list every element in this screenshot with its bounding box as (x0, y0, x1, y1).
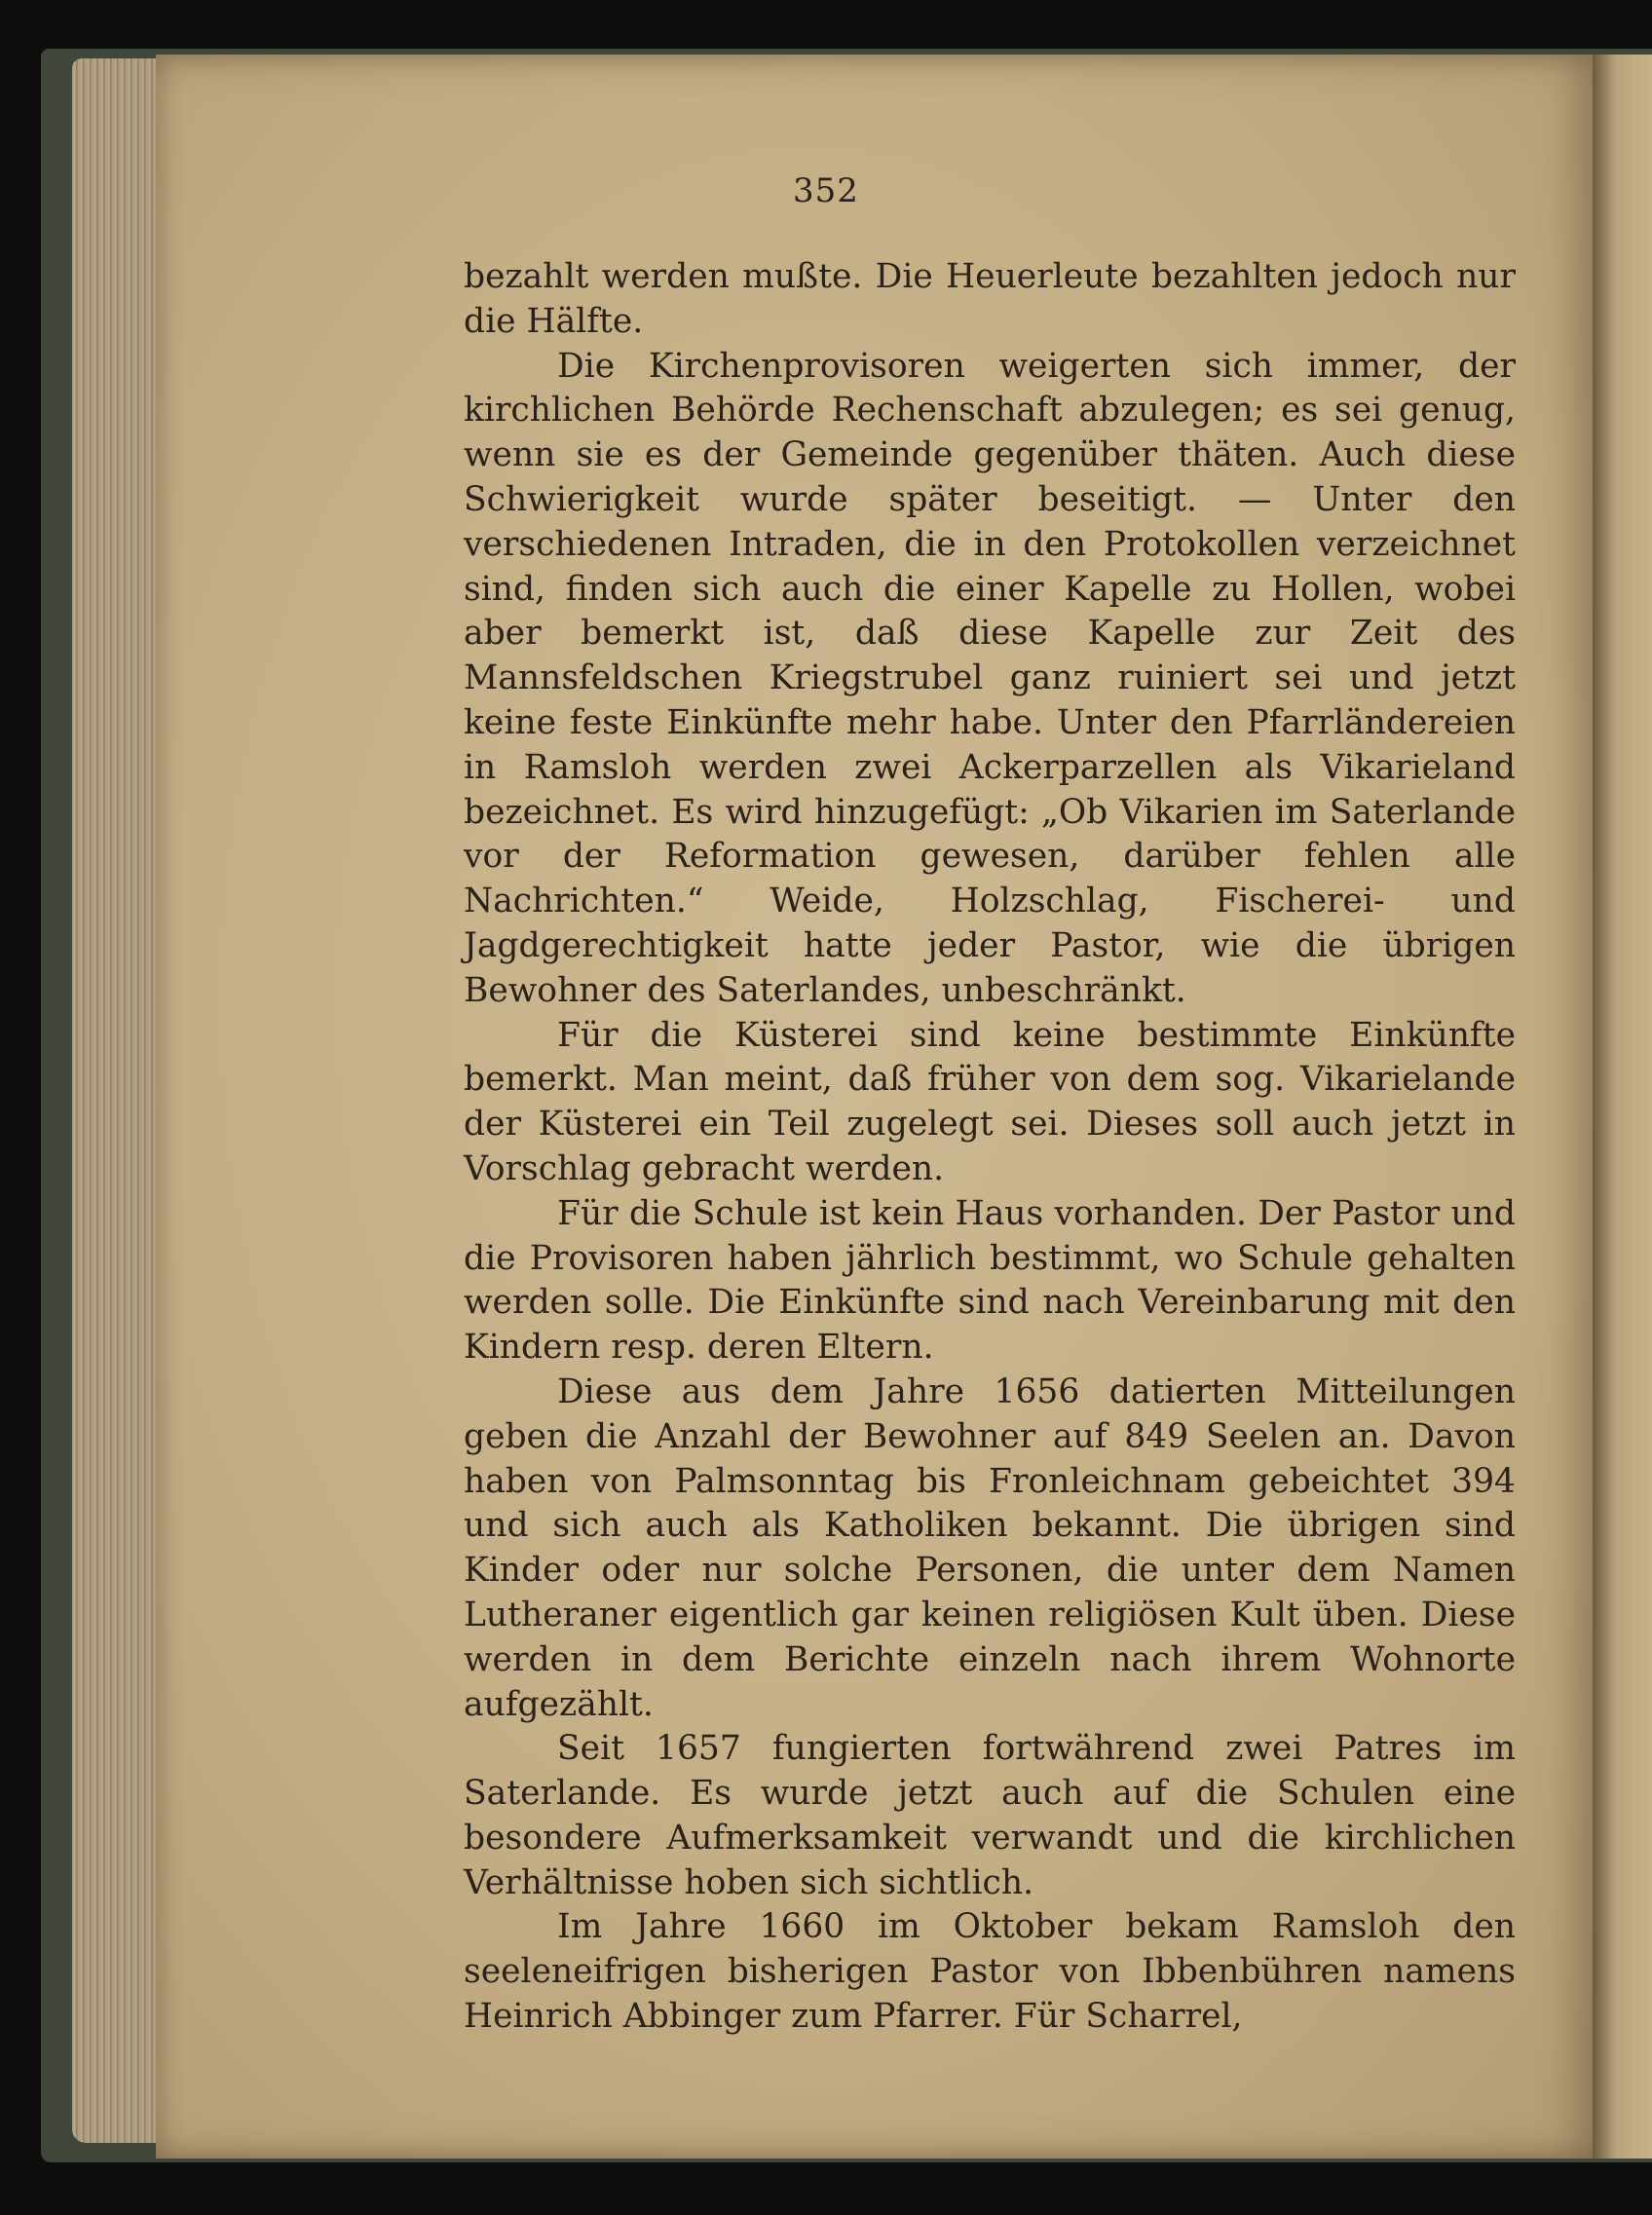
page-text (464, 255, 1516, 2040)
paragraph: Für die Schule ist kein Haus vorhanden. Der Pastor und die Provisoren haben jährlich bestimmt, wo Schule gehalten werden solle. Die Einkünfte sind nach Vereinbarung mit den Kindern resp. deren Eltern. (464, 1193, 1516, 1368)
paragraph: Für die Küsterei sind keine bestimmte Einkünfte bemerkt. Man meint, daß früher von dem sog. Vikarielande der Küsterei ein Teil zugelegt sei. Dieses soll auch jetzt in Vorschlag gebracht werden. (464, 1015, 1516, 1188)
paragraph: Die Kirchenprovisoren weigerten sich immer, der kirchlichen Behörde Rechenschaft abzulegen; es sei genug, wenn sie es der Gemeinde gegenüber thäten. Auch diese Schwierigkeit wurde später beseitigt. — Unter den verschiedenen Intraden, die in den Protokollen verzeichnet sind, finden sich auch die einer Kapelle zu Hollen, wobei aber bemerkt ist, daß diese Kapelle zur Zeit des Mannsfeldschen Kriegstrubel ganz ruiniert sei und jetzt keine feste Einkünfte mehr habe. Unter den Pfarrländereien in Ramsloh werden zwei Ackerparzellen als Vikarieland bezeichnet. Es wird hinzugefügt: „Ob Vikarien im Saterlande vor der Reformation gewesen, darüber fehlen alle Nachrichten.“ Weide, Holzschlag, Fischerei- und Jagdgerechtigkeit hatte jeder Pastor, wie die übrigen Bewohner des Saterlandes, unbeschränkt. (464, 346, 1516, 1010)
paragraph: bezahlt werden mußte. Die Heuerleute bezahlten jedoch nur die Hälfte. (464, 257, 1516, 341)
paragraph: Diese aus dem Jahre 1656 datierten Mitteilungen geben die Anzahl der Bewohner auf 849 Seelen an. Davon haben von Palmsonntag bis Fronleichnam gebeichtet 394 und sich auch als Katholiken bekannt. Die übrigen sind Kinder oder nur solche Personen, die unter dem Namen Lutheraner eigentlich gar keinen religiösen Kult üben. Diese werden in dem Berichte einzeln nach ihrem Wohnorte aufgezählt. (464, 1371, 1516, 1724)
paragraph: Im Jahre 1660 im Oktober bekam Ramsloh den seeleneifrigen bisherigen Pastor von Ibbenbühren namens Heinrich Abbinger zum Pfarrer. Für Scharrel, (464, 1907, 1516, 2037)
page-number: 352 (793, 171, 859, 210)
paragraph: Seit 1657 fungierten fortwährend zwei Patres im Saterlande. Es wurde jetzt auch auf die Schulen eine besondere Aufmerksamkeit verwandt und die kirchlichen Verhältnisse hoben sich sichtlich. (464, 1729, 1516, 1902)
book-gutter (1593, 55, 1652, 2159)
